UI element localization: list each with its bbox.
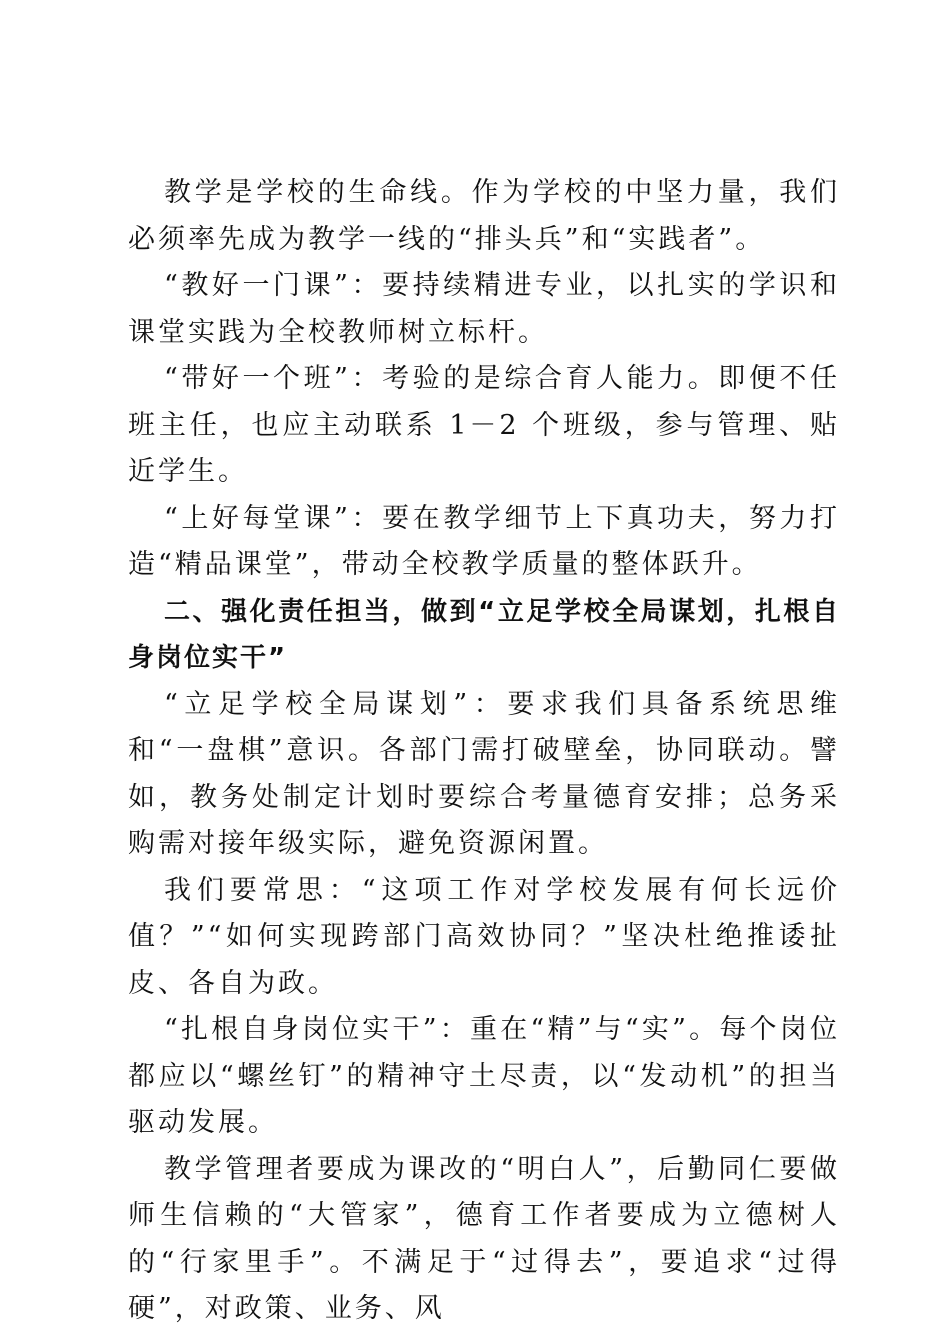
paragraph-post-practice: “扎根自身岗位实干”：重在“精”与“实”。每个岗位都应以“螺丝钉”的精神守土尽责，以“发动机”的担当驱动发展。 (128, 1014, 840, 1138)
document-body (128, 170, 840, 1333)
paragraph-teaching-lifeline: 教学是学校的生命线。作为学校的中坚力量，我们必须率先成为教学一线的“排头兵”和“实践者”。 (128, 177, 840, 255)
paragraph-reflection-questions: 我们要常思：“这项工作对学校发展有何长远价值？”“如何实现跨部门高效协同？”坚决杜绝推诿扯皮、各自为政。 (128, 874, 840, 999)
paragraph-roles: 教学管理者要成为课改的“明白人”，后勤同仁要做师生信赖的“大管家”，德育工作者要成为立德树人的“行家里手”。不满足于“过得去”，要追求“过得硬”，对政策、业务、风 (128, 1153, 840, 1324)
section-heading-responsibility: 二、强化责任担当，做到“立足学校全局谋划，扎根自身岗位实干” (128, 596, 840, 673)
paragraph-overall-planning: “立足学校全局谋划”：要求我们具备系统思维和“一盘棋”意识。各部门需打破壁垒，协同联动。譬如，教务处制定计划时要综合考量德育安排；总务采购需对接年级实际，避免资源闲置。 (128, 688, 840, 859)
paragraph-teach-one-course: “教好一门课”：要持续精进专业，以扎实的学识和课堂实践为全校教师树立标杆。 (128, 270, 840, 348)
paragraph-every-lesson: “上好每堂课”：要在教学细节上下真功夫，努力打造“精品课堂”，带动全校教学质量的整体跃升。 (128, 502, 840, 580)
paragraph-lead-one-class: “带好一个班”：考验的是综合育人能力。即便不任班主任，也应主动联系 1－2 个班级，参与管理、贴近学生。 (128, 363, 840, 487)
